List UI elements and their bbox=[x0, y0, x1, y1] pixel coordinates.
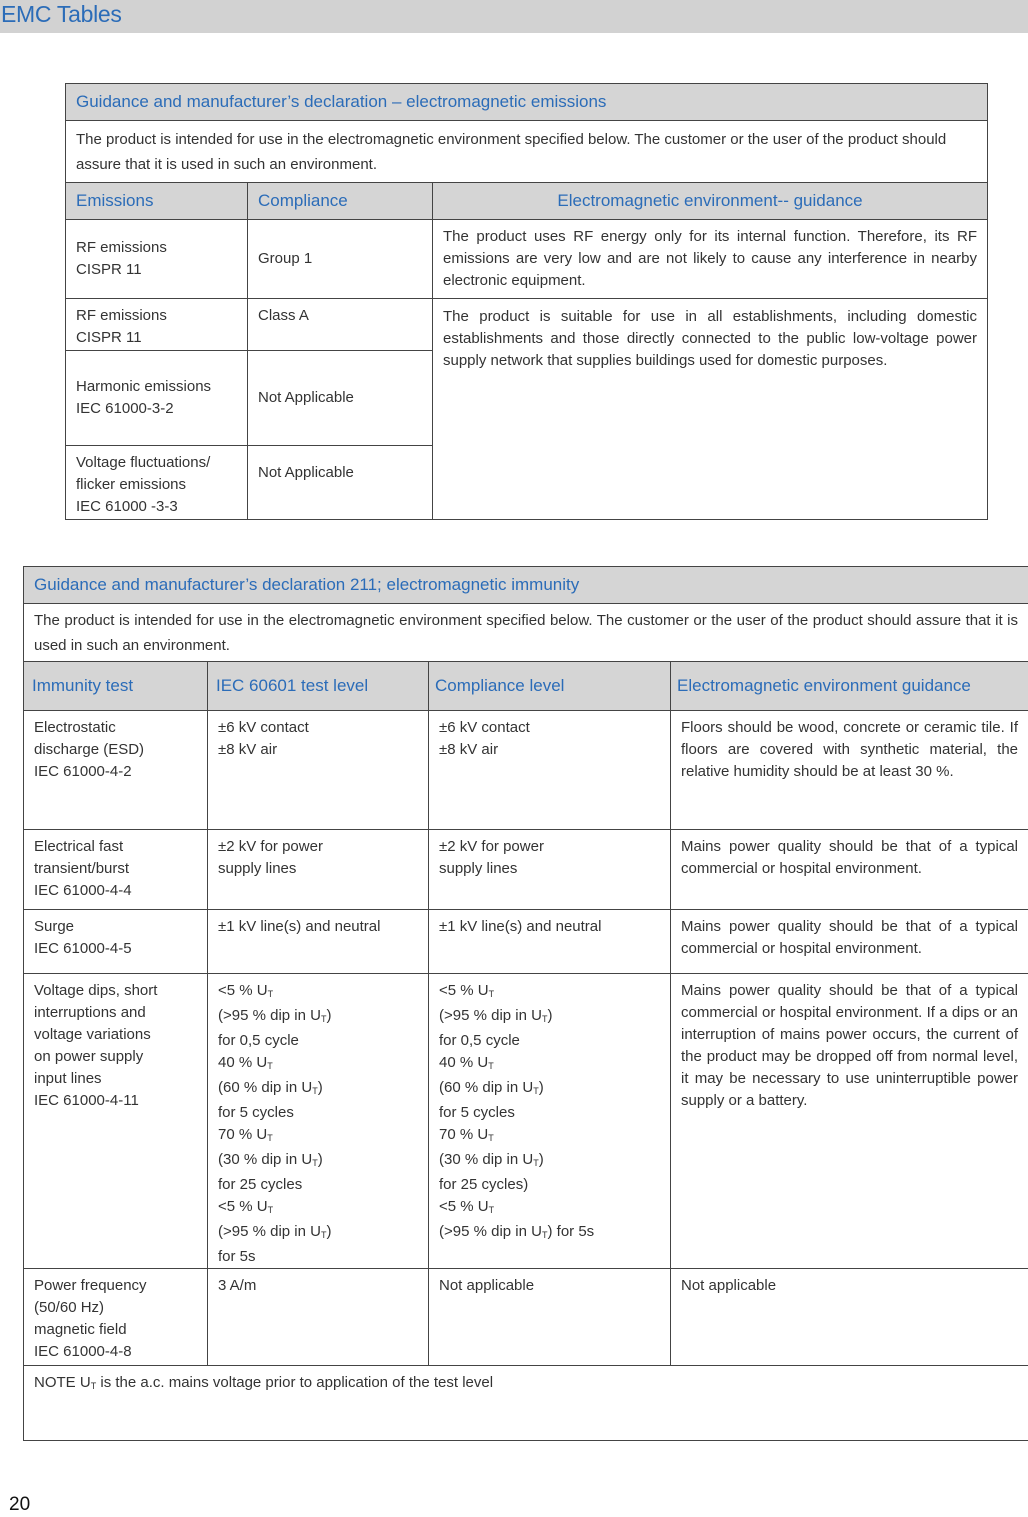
emissions-title: Guidance and manufacturer’s declaration – electromagnetic emissions bbox=[66, 84, 988, 121]
test-level-line: <5 % $U_T$ bbox=[218, 982, 274, 999]
immunity-row-compliance: ±1 kV line(s) and neutral bbox=[429, 910, 671, 974]
emissions-row-test: Voltage fluctuations/ flicker emissions IEC 61000 -3-3 bbox=[66, 446, 248, 520]
emissions-row-test: Harmonic emissions IEC 61000-3-2 bbox=[66, 351, 248, 446]
test-level-line: 70 % $U_T$ bbox=[439, 1126, 494, 1143]
immunity-table bbox=[23, 566, 1028, 1441]
immunity-row-guidance: Mains power quality should be that of a typical commercial or hospital environment. If a dips or an interruption of mains power occurs, the current of the product may be dropped off from normal level, it may be necessary to use uninterruptible power supply or a battery. bbox=[671, 974, 1028, 1269]
test-level-line: (60 % dip in $U_T$) bbox=[218, 1079, 323, 1096]
emissions-row-compliance: Class A bbox=[248, 299, 433, 351]
test-level-line: (30 % dip in $U_T$) bbox=[439, 1151, 544, 1168]
emissions-row-test: RF emissions CISPR 11 bbox=[66, 220, 248, 299]
immunity-row-test: Electrostatic discharge (ESD) IEC 61000-4-2 bbox=[24, 711, 208, 830]
test-level-line: for 0,5 cycle bbox=[439, 1032, 520, 1049]
test-level-line: 40 % $U_T$ bbox=[218, 1054, 273, 1071]
test-level-line: for 5 cycles bbox=[439, 1104, 515, 1121]
immunity-title: Guidance and manufacturer’s declaration 211; electromagnetic immunity bbox=[24, 567, 1028, 604]
immunity-intro: The product is intended for use in the electromagnetic environment specified below. The customer or the user of the product should assure that it is used in such an environment. bbox=[24, 604, 1028, 662]
emissions-row-guidance: The product uses RF energy only for its internal function. Therefore, its RF emissions are very low and are not likely to cause any interference in nearby electronic equipment. bbox=[433, 220, 988, 299]
immunity-row-compliance: ±2 kV for power supply lines bbox=[429, 830, 671, 910]
emissions-col-guidance: Electromagnetic environment-- guidance bbox=[433, 183, 988, 220]
emissions-row-compliance: Group 1 bbox=[248, 220, 433, 299]
immunity-col-compliance: Compliance level bbox=[429, 662, 671, 711]
test-level-line: for 25 cycles) bbox=[439, 1176, 529, 1193]
test-level-line: 40 % $U_T$ bbox=[439, 1054, 494, 1071]
immunity-col-guidance: Electromagnetic environment guidance bbox=[671, 662, 1028, 711]
immunity-note: NOTE $U_T$ is the a.c. mains voltage prior to application of the test level bbox=[24, 1366, 1028, 1441]
immunity-row-level: ±6 kV contact ±8 kV air bbox=[208, 711, 429, 830]
emissions-row-test: RF emissions CISPR 11 bbox=[66, 299, 248, 351]
immunity-row-guidance: Not applicable bbox=[671, 1269, 1028, 1366]
test-level-line: (>95 % dip in $U_T$) bbox=[218, 1223, 332, 1240]
test-level-line: for 0,5 cycle bbox=[218, 1032, 299, 1049]
emissions-table bbox=[65, 83, 988, 520]
emissions-col-emissions: Emissions bbox=[66, 183, 248, 220]
immunity-row-test: Electrical fast transient/burst IEC 61000-4-4 bbox=[24, 830, 208, 910]
test-level-line: <5 % $U_T$ bbox=[218, 1198, 274, 1215]
test-level-line: for 25 cycles bbox=[218, 1176, 303, 1193]
immunity-row-compliance: Not applicable bbox=[429, 1269, 671, 1366]
test-level-line: <5 % $U_T$ bbox=[439, 982, 495, 999]
test-level-line: (60 % dip in $U_T$) bbox=[439, 1079, 544, 1096]
immunity-row-compliance: ±6 kV contact ±8 kV air bbox=[429, 711, 671, 830]
test-level-line: (>95 % dip in $U_T$) bbox=[439, 1007, 553, 1024]
immunity-row-test: Surge IEC 61000-4-5 bbox=[24, 910, 208, 974]
immunity-row-level: 3 A/m bbox=[208, 1269, 429, 1366]
emissions-row-compliance: Not Applicable bbox=[248, 351, 433, 446]
page-number: 20 bbox=[9, 1494, 31, 1515]
test-level-line: 70 % $U_T$ bbox=[218, 1126, 273, 1143]
immunity-row-level: ±2 kV for power supply lines bbox=[208, 830, 429, 910]
immunity-col-level: IEC 60601 test level bbox=[208, 662, 429, 711]
immunity-row-test: Voltage dips, short interruptions and voltage variations on power supply input lines IEC 61000-4-11 bbox=[24, 974, 208, 1269]
emissions-row-guidance: The product is suitable for use in all establishments, including domestic establishments and those directly connected to the public low-voltage power supply network that supplies buildings used for domestic purposes. bbox=[433, 299, 988, 520]
immunity-row-compliance bbox=[429, 974, 671, 1269]
test-level-line: for 5 cycles bbox=[218, 1104, 294, 1121]
immunity-col-test: Immunity test bbox=[24, 662, 208, 711]
page-title: EMC Tables bbox=[1, 1, 122, 27]
page-header-bar bbox=[0, 0, 1028, 33]
immunity-row-level: ±1 kV line(s) and neutral bbox=[208, 910, 429, 974]
emissions-row-compliance: Not Applicable bbox=[248, 446, 433, 520]
test-level-line: for 5s bbox=[218, 1248, 256, 1265]
test-level-line: (30 % dip in $U_T$) bbox=[218, 1151, 323, 1168]
emissions-col-compliance: Compliance bbox=[248, 183, 433, 220]
immunity-row-test: Power frequency (50/60 Hz) magnetic field IEC 61000-4-8 bbox=[24, 1269, 208, 1366]
immunity-row-guidance: Mains power quality should be that of a typical commercial or hospital environment. bbox=[671, 910, 1028, 974]
test-level-line: (>95 % dip in $U_T$) for 5s bbox=[439, 1223, 595, 1240]
emissions-intro: The product is intended for use in the electromagnetic environment specified below. The customer or the user of the product should assure that it is used in such an environment. bbox=[66, 121, 988, 183]
immunity-row-level bbox=[208, 974, 429, 1269]
test-level-line: <5 % $U_T$ bbox=[439, 1198, 495, 1215]
immunity-row-guidance: Floors should be wood, concrete or ceramic tile. If floors are covered with synthetic material, the relative humidity should be at least 30 %. bbox=[671, 711, 1028, 830]
immunity-row-guidance: Mains power quality should be that of a typical commercial or hospital environment. bbox=[671, 830, 1028, 910]
test-level-line: (>95 % dip in $U_T$) bbox=[218, 1007, 332, 1024]
